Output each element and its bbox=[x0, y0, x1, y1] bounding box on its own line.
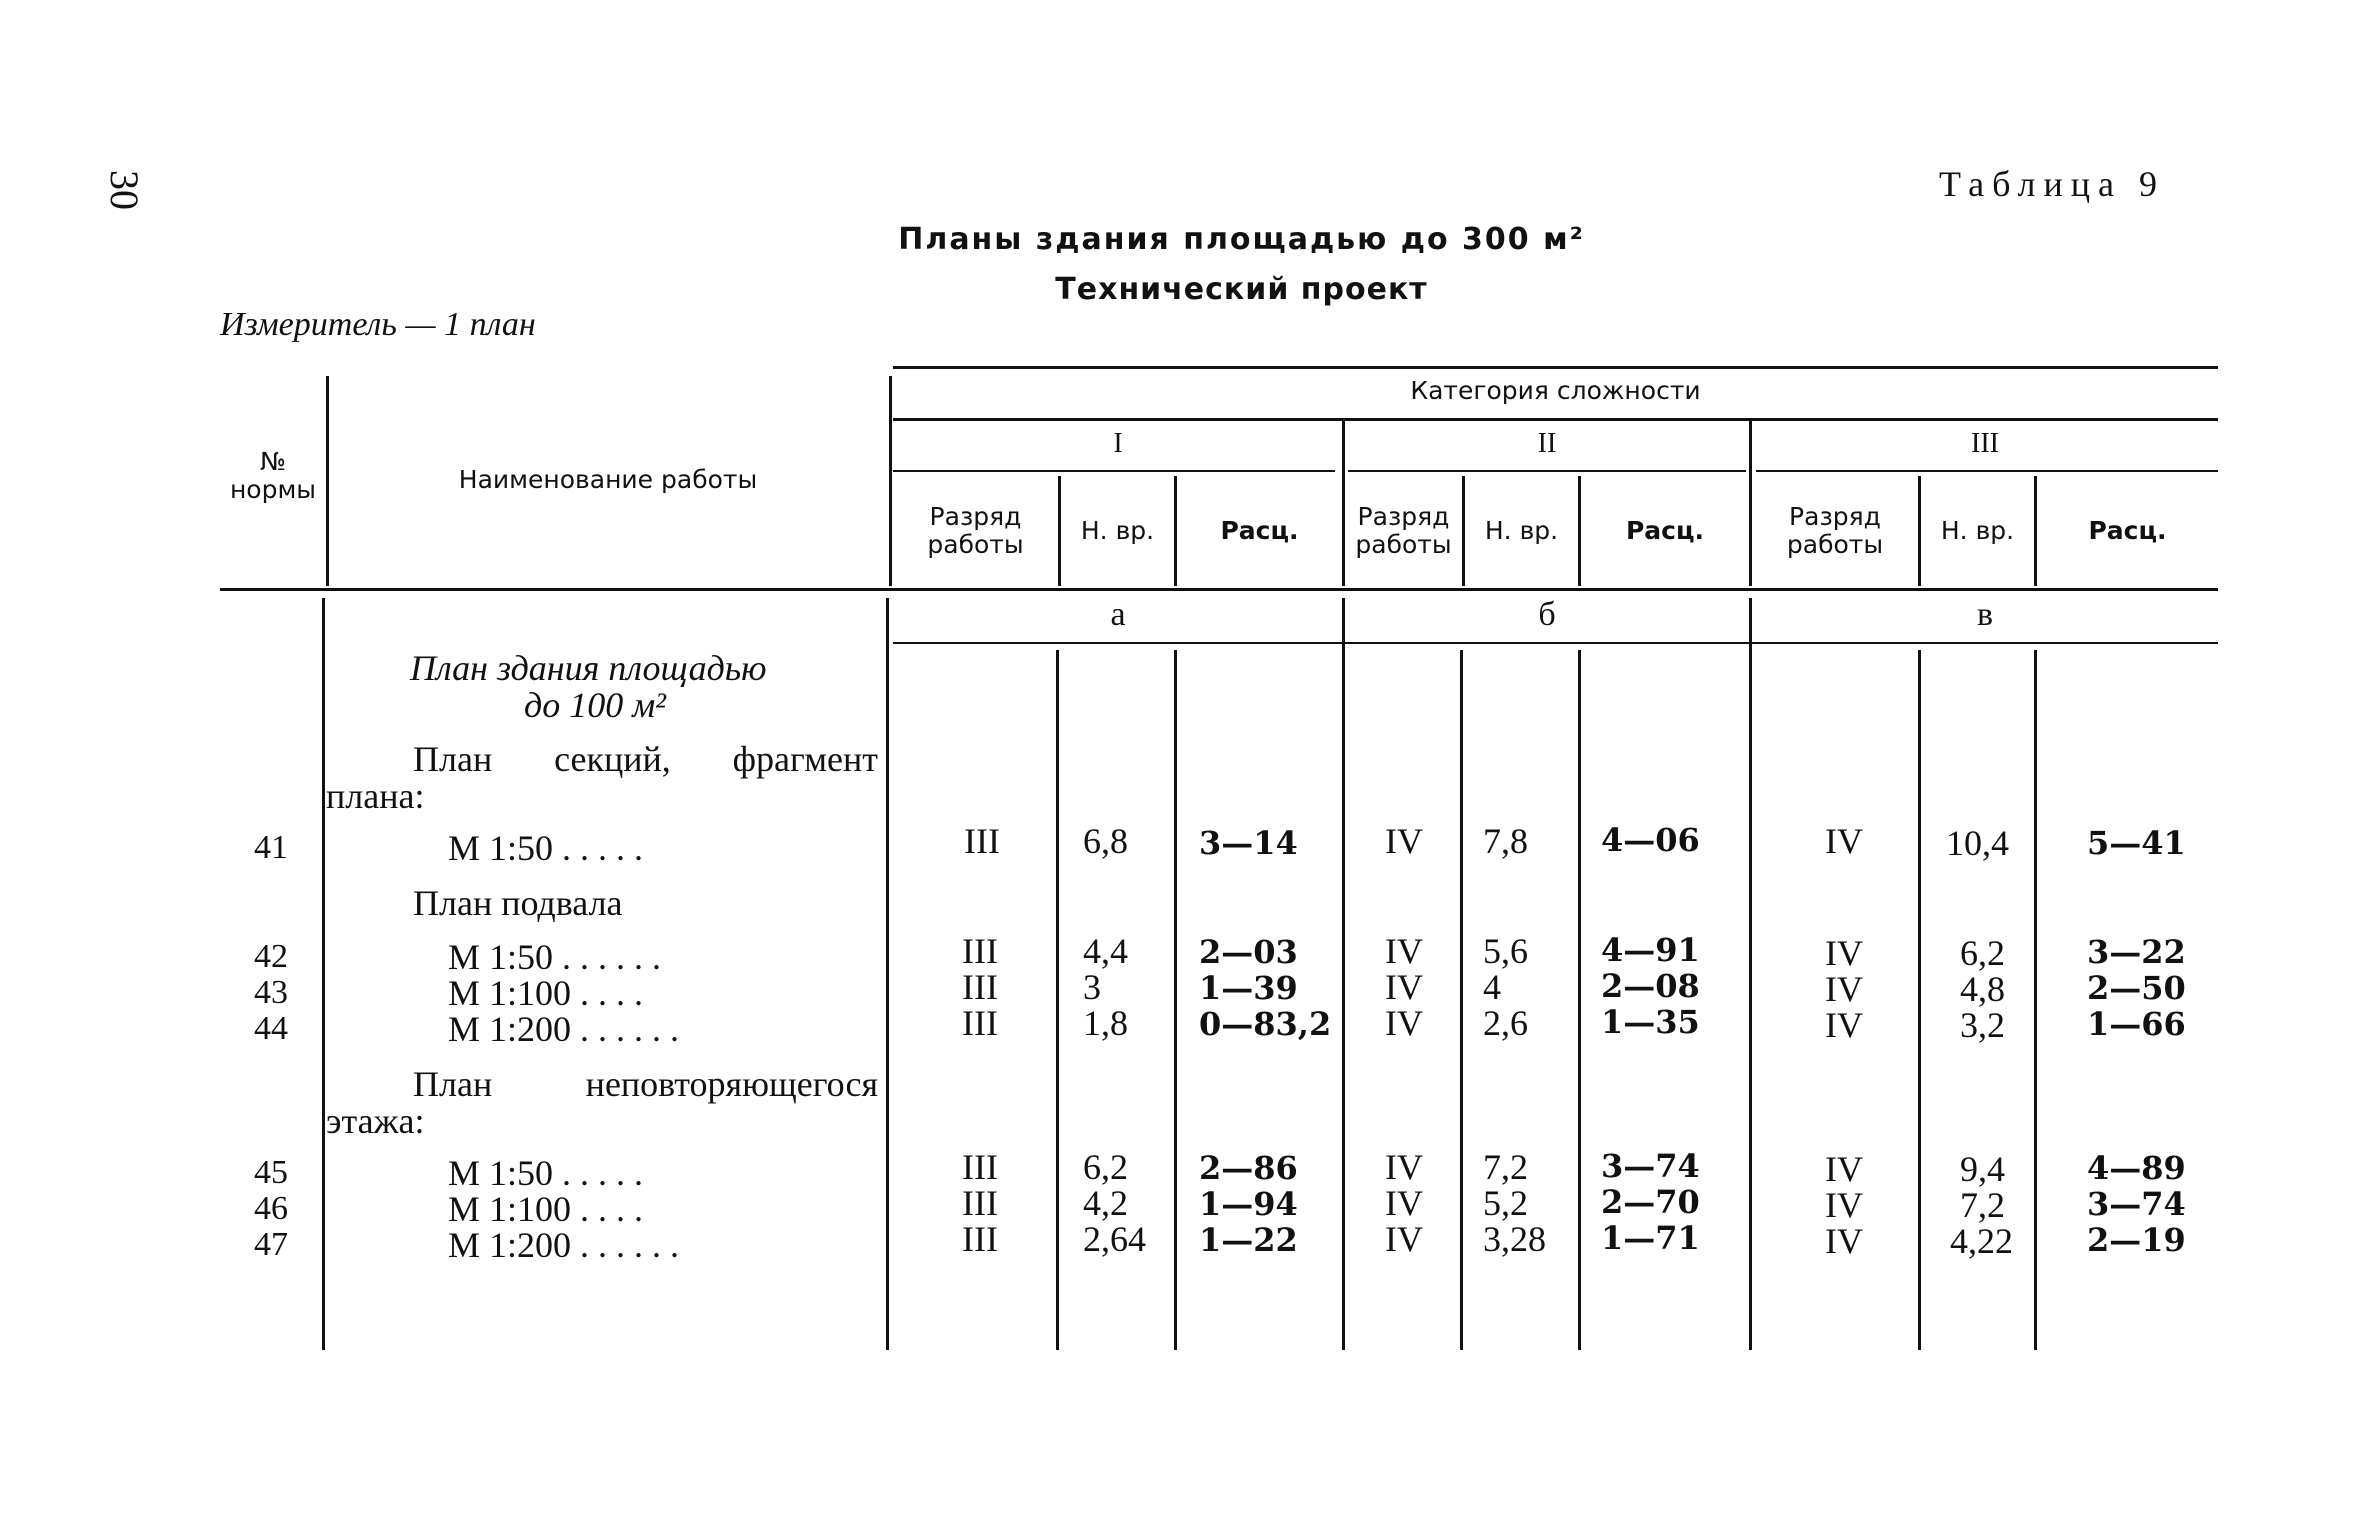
time-a: 6,2 bbox=[1083, 1147, 1128, 1187]
norm-number: 44 bbox=[254, 1010, 288, 1047]
header-category: Категория сложности bbox=[1410, 376, 1701, 405]
work-name: М 1:100 . . . . bbox=[448, 1189, 644, 1229]
rate-v: 2—19 bbox=[2087, 1221, 2186, 1259]
grade-b: IV bbox=[1385, 1147, 1423, 1187]
rate-b: 3—74 bbox=[1601, 1147, 1700, 1185]
header-category-3: III bbox=[1971, 428, 1999, 459]
column-letter-a: а bbox=[1110, 596, 1126, 633]
category-rule bbox=[893, 418, 2218, 421]
grade-a: III bbox=[962, 1183, 998, 1223]
time-b: 4 bbox=[1483, 967, 1501, 1007]
rate-b: 1—35 bbox=[1601, 1003, 1700, 1041]
subcategory-rule-2 bbox=[1348, 470, 1746, 472]
norm-number: 45 bbox=[254, 1154, 288, 1191]
time-v: 10,4 bbox=[1946, 823, 2009, 863]
measure-unit: Измеритель — 1 план bbox=[220, 306, 536, 343]
grade-v: IV bbox=[1825, 1149, 1863, 1189]
subcategory-rule-3 bbox=[1756, 470, 2218, 472]
work-name: М 1:200 . . . . . . bbox=[448, 1009, 680, 1049]
grade-b: IV bbox=[1385, 1219, 1423, 1259]
col-rule-norm bbox=[326, 376, 329, 586]
body-rule-v-time bbox=[1918, 650, 1921, 1350]
table-label: Таблица 9 bbox=[1939, 164, 2165, 204]
rate-b: 2—08 bbox=[1601, 967, 1700, 1005]
header-time-3: Н. вр. bbox=[1940, 516, 2015, 545]
grade-v: IV bbox=[1825, 933, 1863, 973]
body-rule-norm bbox=[322, 598, 325, 1350]
rate-v: 5—41 bbox=[2087, 824, 2186, 862]
header-time-2: Н. вр. bbox=[1484, 516, 1559, 545]
rate-a: 2—03 bbox=[1199, 933, 1298, 971]
header-work-name: Наименование работы bbox=[458, 465, 758, 494]
rate-v: 3—22 bbox=[2087, 933, 2186, 971]
time-b: 3,28 bbox=[1483, 1219, 1546, 1259]
grade-b: IV bbox=[1385, 931, 1423, 971]
header-norm-no: № нормы bbox=[229, 447, 317, 504]
rate-a: 1—22 bbox=[1199, 1221, 1298, 1259]
rate-a: 1—39 bbox=[1199, 969, 1298, 1007]
rate-b: 2—70 bbox=[1601, 1183, 1700, 1221]
grade-v: IV bbox=[1825, 969, 1863, 1009]
rate-v: 2—50 bbox=[2087, 969, 2186, 1007]
grade-b: IV bbox=[1385, 821, 1423, 861]
header-rate-2: Расц. bbox=[1625, 516, 1705, 545]
work-name: М 1:100 . . . . bbox=[448, 973, 644, 1013]
grade-a: III bbox=[962, 967, 998, 1007]
table-top-rule bbox=[893, 366, 2218, 369]
header-rate-1: Расц. bbox=[1220, 516, 1299, 545]
grade-b: IV bbox=[1385, 1003, 1423, 1043]
header-grade-3: Разряд работы bbox=[1786, 502, 1884, 559]
rate-v: 4—89 bbox=[2087, 1149, 2186, 1187]
rate-b: 4—06 bbox=[1601, 821, 1700, 859]
work-name: М 1:50 . . . . . . bbox=[448, 937, 662, 977]
rate-a: 0—83,2 bbox=[1199, 1005, 1332, 1043]
work-name: М 1:50 . . . . . bbox=[448, 828, 644, 868]
body-rule-name bbox=[886, 598, 889, 1350]
body-rule-v-rate bbox=[2034, 650, 2037, 1350]
table-subtitle: Технический проект bbox=[1055, 272, 1428, 307]
column-letter-b: б bbox=[1538, 596, 1556, 633]
group-title-3-line2: этажа: bbox=[326, 1101, 425, 1141]
grade-v: IV bbox=[1825, 1185, 1863, 1225]
group-title-1-line2: плана: bbox=[326, 776, 425, 816]
grade-b: IV bbox=[1385, 967, 1423, 1007]
grade-a: III bbox=[962, 1147, 998, 1187]
section-title-line1: План здания площадью bbox=[410, 648, 767, 688]
time-v: 7,2 bbox=[1960, 1185, 2005, 1225]
header-bottom-rule bbox=[220, 588, 2218, 591]
body-rule-a-time bbox=[1056, 650, 1059, 1350]
time-b: 2,6 bbox=[1483, 1003, 1528, 1043]
rate-a: 3—14 bbox=[1199, 824, 1298, 862]
grade-a: III bbox=[962, 1219, 998, 1259]
time-a: 3 bbox=[1083, 967, 1101, 1007]
header-grade-2: Разряд работы bbox=[1355, 502, 1452, 559]
header-category-2: II bbox=[1537, 428, 1557, 459]
page-number: 30 bbox=[102, 170, 147, 210]
norm-number: 43 bbox=[254, 974, 288, 1011]
rate-v: 1—66 bbox=[2087, 1005, 2186, 1043]
rate-a: 1—94 bbox=[1199, 1185, 1298, 1223]
time-v: 9,4 bbox=[1960, 1149, 2005, 1189]
grade-a: III bbox=[964, 821, 1000, 861]
time-b: 7,8 bbox=[1483, 821, 1528, 861]
norm-number: 47 bbox=[254, 1226, 288, 1263]
grade-b: IV bbox=[1385, 1183, 1423, 1223]
time-a: 1,8 bbox=[1083, 1003, 1128, 1043]
column-letter-v: в bbox=[1976, 596, 1994, 633]
time-a: 4,2 bbox=[1083, 1183, 1128, 1223]
time-b: 5,2 bbox=[1483, 1183, 1528, 1223]
col-rule-name bbox=[889, 376, 892, 586]
letter-row-rule bbox=[893, 642, 2218, 644]
header-grade-1: Разряд работы bbox=[927, 502, 1024, 559]
rate-v: 3—74 bbox=[2087, 1185, 2186, 1223]
group-title-3-line1: План неповторяющегося bbox=[413, 1064, 878, 1104]
header-time-1: Н. вр. bbox=[1080, 516, 1155, 545]
grade-a: III bbox=[962, 931, 998, 971]
body-rule-b-rate bbox=[1578, 650, 1581, 1350]
time-a: 2,64 bbox=[1083, 1219, 1146, 1259]
body-rule-a-rate bbox=[1174, 650, 1177, 1350]
rate-b: 1—71 bbox=[1601, 1219, 1700, 1257]
body-rule-b-time bbox=[1460, 650, 1463, 1350]
time-b: 7,2 bbox=[1483, 1147, 1528, 1187]
work-name: М 1:50 . . . . . bbox=[448, 1153, 644, 1193]
norm-number: 46 bbox=[254, 1190, 288, 1227]
time-a: 4,4 bbox=[1083, 931, 1128, 971]
body-rule-cat3 bbox=[1749, 598, 1752, 1350]
subcategory-rule-1 bbox=[893, 470, 1335, 472]
time-v: 4,8 bbox=[1960, 969, 2005, 1009]
group-title-1-line1: План секций, фрагмент bbox=[413, 739, 878, 779]
time-b: 5,6 bbox=[1483, 931, 1528, 971]
table-title: Планы здания площадью до 300 м² bbox=[898, 222, 1585, 257]
grade-v: IV bbox=[1825, 821, 1863, 861]
time-v: 6,2 bbox=[1960, 933, 2005, 973]
header-category-1: I bbox=[1113, 428, 1123, 459]
norm-number: 41 bbox=[254, 829, 288, 866]
grade-a: III bbox=[962, 1003, 998, 1043]
time-a: 6,8 bbox=[1083, 821, 1128, 861]
body-rule-cat2 bbox=[1342, 598, 1345, 1350]
grade-v: IV bbox=[1825, 1005, 1863, 1045]
time-v: 3,2 bbox=[1960, 1005, 2005, 1045]
rate-a: 2—86 bbox=[1199, 1149, 1298, 1187]
time-v: 4,22 bbox=[1950, 1221, 2013, 1261]
rate-b: 4—91 bbox=[1601, 931, 1700, 969]
header-rate-3: Расц. bbox=[2088, 516, 2167, 545]
grade-v: IV bbox=[1825, 1221, 1863, 1261]
work-name: М 1:200 . . . . . . bbox=[448, 1225, 680, 1265]
norm-number: 42 bbox=[254, 938, 288, 975]
group-title-2: План подвала bbox=[413, 883, 623, 923]
section-title-line2: до 100 м² bbox=[524, 685, 666, 725]
